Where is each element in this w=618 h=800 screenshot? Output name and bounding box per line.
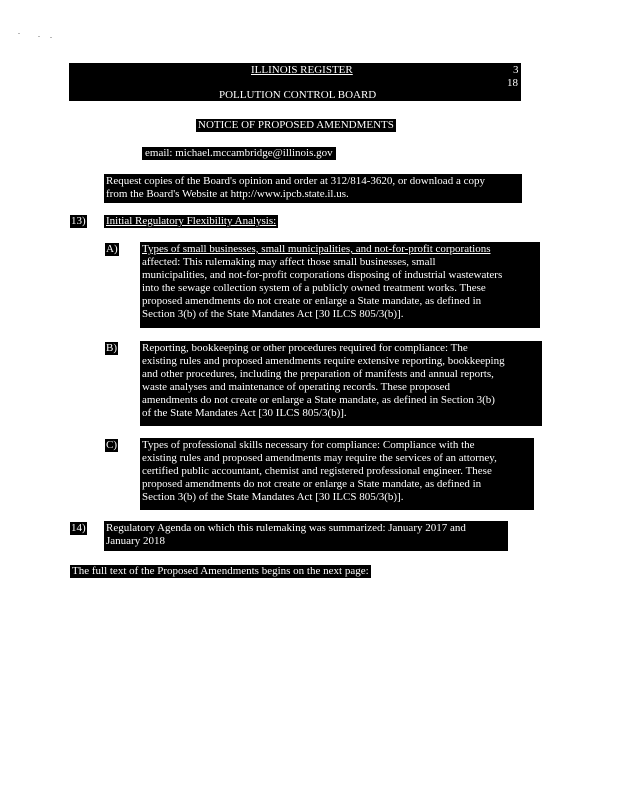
notice-heading: NOTICE OF PROPOSED AMENDMENTS bbox=[198, 119, 394, 131]
request-copies-paragraph bbox=[104, 174, 522, 203]
item-c-paragraph bbox=[140, 438, 534, 510]
item-b-line-1: Reporting, bookkeeping or other procedures required for compliance: The bbox=[142, 342, 468, 354]
item-a-letter: A) bbox=[106, 243, 118, 255]
section-13-number: 13) bbox=[71, 215, 86, 227]
board-name: POLLUTION CONTROL BOARD bbox=[219, 89, 377, 101]
item-b-line-4: waste analyses and maintenance of operating records. These proposed bbox=[142, 381, 450, 393]
email-line: email: michael.mccambridge@illinois.gov bbox=[142, 147, 336, 160]
item-a-paragraph bbox=[140, 242, 540, 328]
item-b-line-6: of the State Mandates Act [30 ILCS 805/3(b)]. bbox=[142, 407, 347, 419]
item-b-line-2: existing rules and proposed amendments require extensive reporting, bookkeeping bbox=[142, 355, 505, 367]
section-13-title: Initial Regulatory Flexibility Analysis: bbox=[106, 215, 277, 227]
section-14-line-2: January 2018 bbox=[106, 535, 165, 547]
item-a-line-6: Section 3(b) of the State Mandates Act [30 ILCS 805/3(b)]. bbox=[142, 308, 404, 320]
scan-speck bbox=[18, 33, 20, 34]
item-b-paragraph bbox=[140, 341, 542, 426]
volume-number: 18 bbox=[507, 77, 518, 89]
item-c-letter: C) bbox=[106, 439, 117, 451]
item-b-line-3: and other procedures, including the preparation of manifests and annual reports, bbox=[142, 368, 494, 380]
full-text-note: The full text of the Proposed Amendments begins on the next page: bbox=[72, 565, 369, 577]
header-block bbox=[69, 63, 521, 101]
item-a-line-2: affected: This rulemaking may affect those small businesses, small bbox=[142, 256, 436, 268]
page-number: 3 bbox=[513, 64, 519, 76]
register-title: ILLINOIS REGISTER bbox=[251, 64, 353, 76]
item-b-letter: B) bbox=[106, 342, 117, 354]
item-a-line-5: proposed amendments do not create or enlarge a State mandate, as defined in bbox=[142, 295, 482, 307]
request-copies-line-1: Request copies of the Board's opinion and order at 312/814-3620, or download a copy bbox=[106, 175, 485, 187]
item-a-line-4: into the sewage collection system of a publicly owned treatment works. These bbox=[142, 282, 486, 294]
section-14-line-1: Regulatory Agenda on which this rulemaking was summarized: January 2017 and bbox=[106, 522, 466, 534]
section-14-number: 14) bbox=[71, 522, 86, 534]
item-c-line-5: Section 3(b) of the State Mandates Act [30 ILCS 805/3(b)]. bbox=[142, 491, 404, 503]
request-copies-line-2: from the Board's Website at http://www.ipcb.state.il.us. bbox=[106, 188, 349, 200]
item-c-line-1: Types of professional skills necessary for compliance: Compliance with the bbox=[142, 439, 475, 451]
item-b-line-5: amendments do not create or enlarge a State mandate, as defined in Section 3(b) bbox=[142, 394, 495, 406]
scan-speck bbox=[38, 36, 40, 37]
scan-speck bbox=[50, 37, 52, 38]
item-a-line-3: municipalities, and not-for-profit corporations disposing of industrial wastewaters bbox=[142, 269, 503, 281]
item-a-line-1: Types of small businesses, small municipalities, and not-for-profit corporations bbox=[142, 243, 491, 255]
section-14-paragraph bbox=[104, 521, 508, 551]
item-c-line-2: existing rules and proposed amendments may require the services of an attorney, bbox=[142, 452, 497, 464]
item-c-line-4: proposed amendments do not create or enlarge a State mandate, as defined in bbox=[142, 478, 482, 490]
item-c-line-3: certified public accountant, chemist and registered professional engineer. These bbox=[142, 465, 492, 477]
